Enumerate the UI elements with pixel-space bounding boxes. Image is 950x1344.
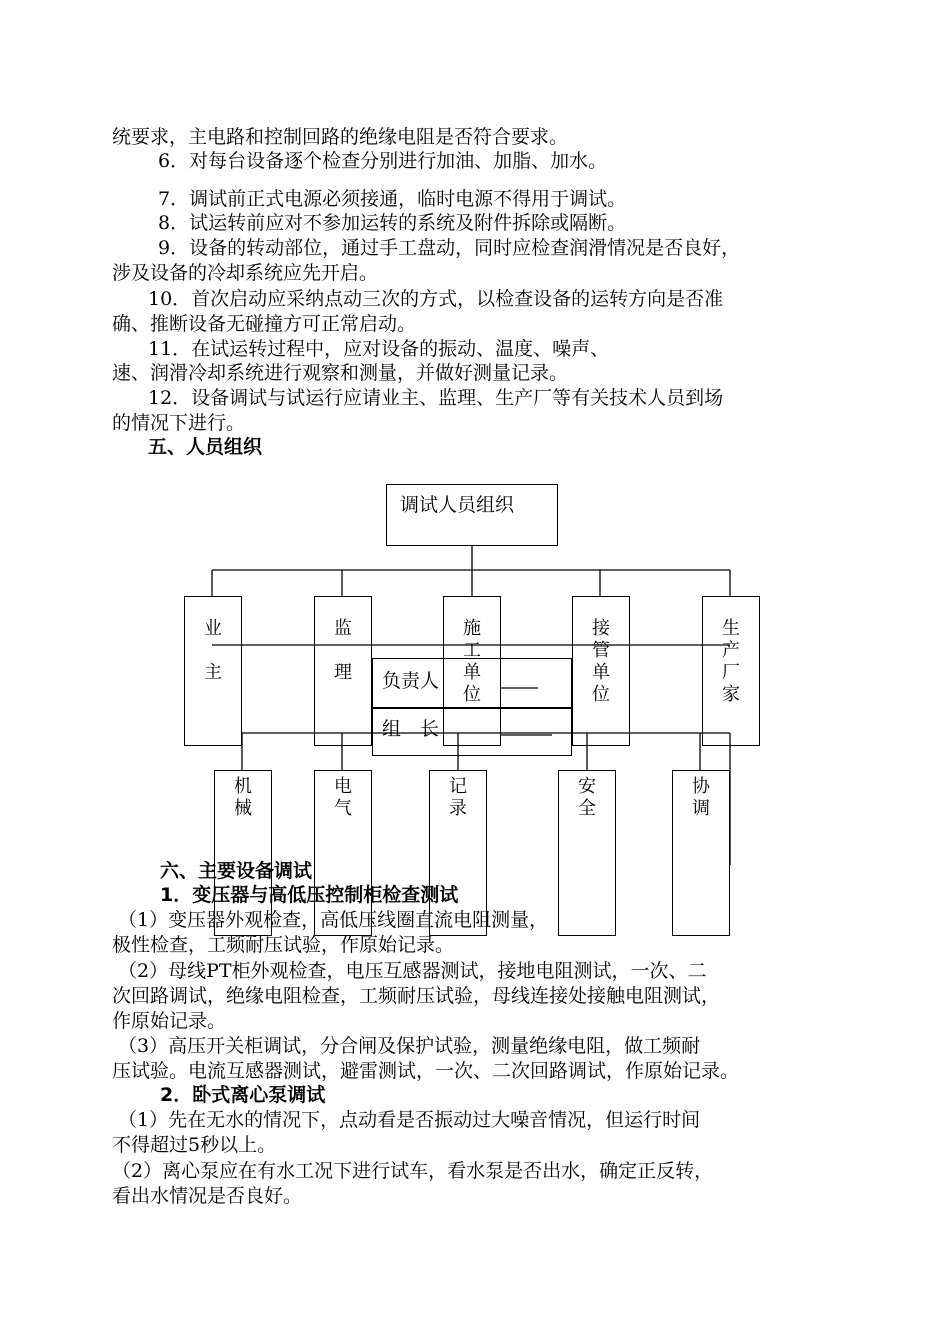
leader-box-label: 负责人 [382, 670, 440, 692]
paragraph-line: 11．在试运转过程中，应对设备的振动、温度、噪声、 [148, 338, 610, 360]
paragraph-line: 10．首次启动应采纳点动三次的方式，以检查设备的运转方向是否准 [148, 288, 724, 310]
section-heading: 五、人员组织 [148, 436, 263, 458]
section-heading: 六、主要设备调试 [160, 860, 313, 882]
paragraph-line: 6．对每台设备逐个检查分别进行加油、加脂、加水。 [158, 150, 608, 172]
paragraph-line: 作原始记录。 [112, 1010, 227, 1032]
paragraph-line: 9．设备的转动部位，通过手工盘动，同时应检查润滑情况是否良好， [158, 237, 741, 259]
group-box-label: 组 长 [382, 718, 440, 740]
team-label: 协 调 [692, 776, 710, 819]
team-label: 记 录 [449, 776, 467, 819]
paragraph-line: 8．试运转前应对不参加运转的系统及附件拆除或隔断。 [158, 212, 627, 234]
org-unit-label: 接 管 单 位 [592, 618, 610, 705]
paragraph-line: 看出水情况是否良好。 [112, 1185, 303, 1207]
paragraph-line: 次回路调试，绝缘电阻检查，工频耐压试验，母线连接处接触电阻测试， [112, 985, 721, 1007]
paragraph-line: 7．调试前正式电源必须接通，临时电源不得用于调试。 [158, 188, 627, 210]
section-heading: 1．变压器与高低压控制柜检查测试 [160, 884, 459, 906]
team-label: 安 全 [578, 776, 596, 819]
paragraph-line: 涉及设备的冷却系统应先开启。 [112, 262, 379, 284]
team-label: 机 械 [234, 776, 252, 819]
section-heading: 2．卧式离心泵调试 [160, 1084, 326, 1106]
paragraph-line: （1）先在无水的情况下，点动看是否振动过大噪音情况，但运行时间 [118, 1109, 701, 1131]
paragraph-line: 极性检查，工频耐压试验，作原始记录。 [112, 934, 455, 956]
org-unit-label: 监 理 [334, 618, 352, 683]
paragraph-line: 速、润滑冷却系统进行观察和测量，并做好测量记录。 [112, 362, 569, 384]
team-label: 电 气 [334, 776, 352, 819]
paragraph-line: （1）变压器外观检查，高低压线圈直流电阻测量， [118, 909, 549, 931]
paragraph-line: 12．设备调试与试运行应请业主、监理、生产厂等有关技术人员到场 [148, 387, 724, 409]
paragraph-line: （2）离心泵应在有水工况下进行试车，看水泵是否出水，确定正反转， [112, 1160, 714, 1182]
org-unit-label: 施 工 单 位 [463, 618, 481, 705]
paragraph-line: 不得超过5秒以上。 [112, 1134, 277, 1156]
paragraph-line: （3）高压开关柜调试，分合闸及保护试验，测量绝缘电阻，做工频耐 [118, 1035, 701, 1057]
paragraph-line: （2）母线PT柜外观检查，电压互感器测试，接地电阻测试，一次、二 [118, 960, 707, 982]
paragraph-line: 统要求，主电路和控制回路的绝缘电阻是否符合要求。 [112, 126, 569, 148]
paragraph-line: 的情况下进行。 [112, 412, 246, 434]
paragraph-line: 压试验。电流互感器测试，避雷测试，一次、二次回路调试，作原始记录。 [112, 1060, 740, 1082]
top-box-label: 调试人员组织 [400, 494, 515, 516]
paragraph-line: 确、推断设备无碰撞方可正常启动。 [112, 313, 417, 335]
org-unit-label: 业 主 [204, 618, 222, 683]
org-unit-label: 生 产 厂 家 [722, 618, 740, 705]
